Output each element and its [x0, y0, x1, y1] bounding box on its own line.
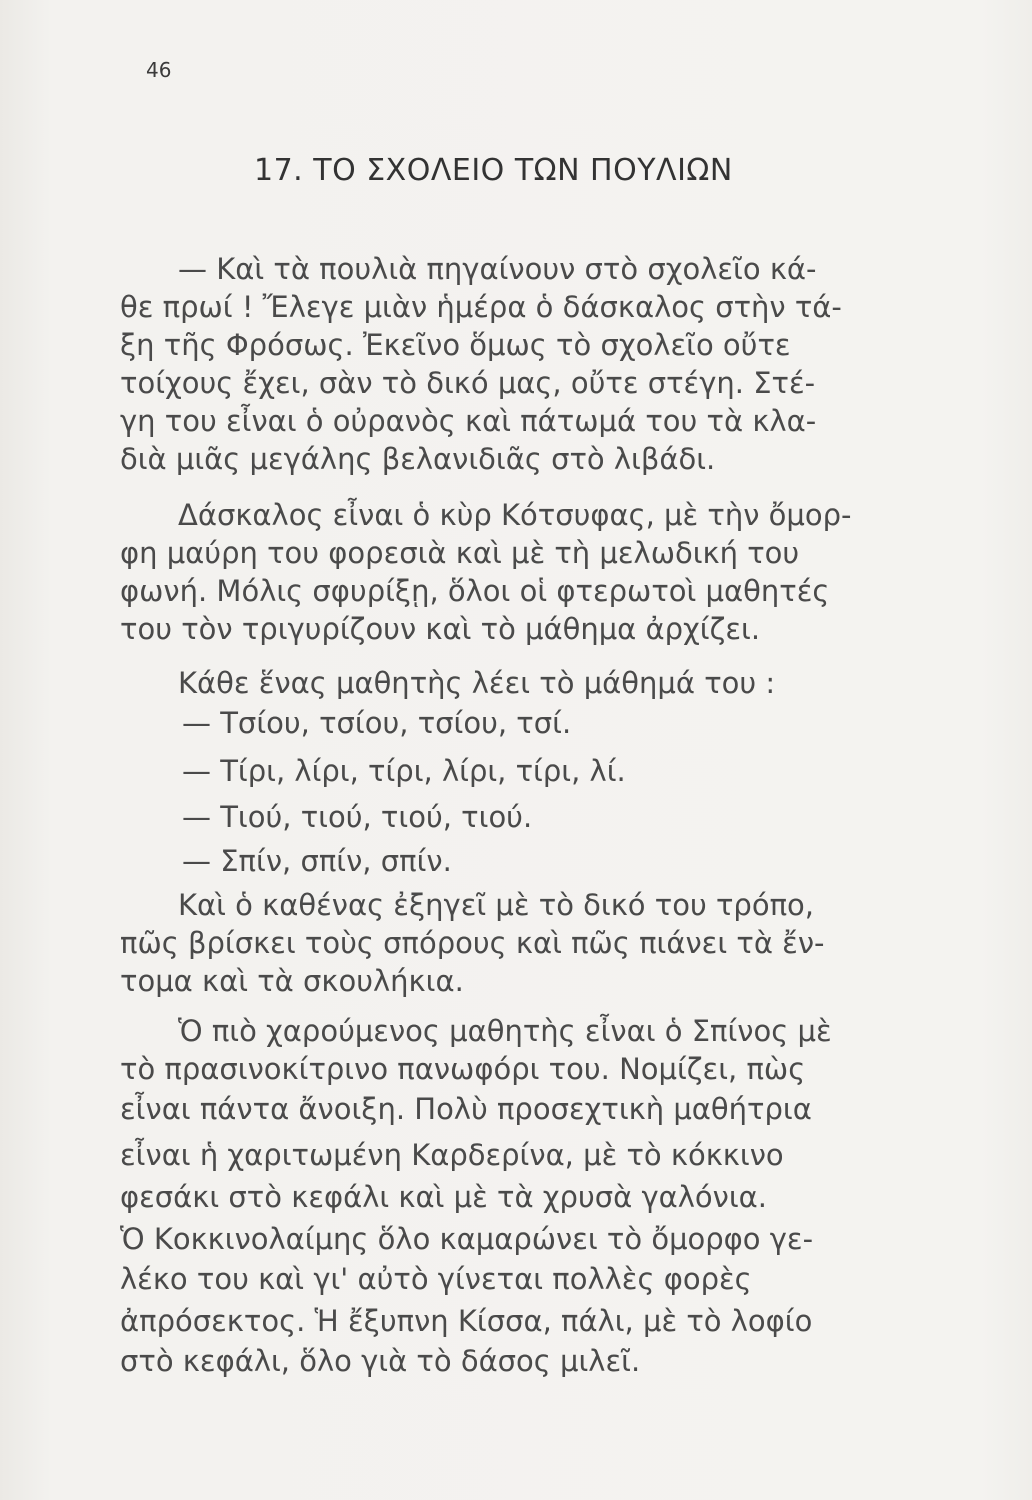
text-line: τομα καὶ τὰ σκουλήκια. — [120, 964, 464, 998]
text-line: τὸ πρασινοκίτρινο πανωφόρι του. Νομίζει, πὼς — [120, 1052, 806, 1086]
text-line: — Σπίν, σπίν, σπίν. — [182, 844, 452, 878]
text-line: Ὁ Κοκκινολαίμης ὅλο καμαρώνει τὸ ὄμορφο γε- — [120, 1222, 814, 1256]
text-line: — Τίρι, λίρι, τίρι, λίρι, τίρι, λί. — [182, 754, 626, 788]
text-line: διὰ μιᾶς μεγάλης βελανιδιᾶς στὸ λιβάδι. — [120, 442, 716, 476]
text-line: Κάθε ἕνας μαθητὴς λέει τὸ μάθημά του : — [178, 666, 776, 700]
text-line: τοίχους ἔχει, σὰν τὸ δικό μας, οὔτε στέγη. Στέ- — [120, 366, 816, 400]
text-line: φωνή. Μόλις σφυρίξῃ, ὅλοι οἱ φτερωτοὶ μαθητές — [120, 574, 830, 608]
text-line: εἶναι ἡ χαριτωμένη Καρδερίνα, μὲ τὸ κόκκινο — [120, 1138, 784, 1172]
text-line: ξη τῆς Φρόσως. Ἐκεῖνο ὅμως τὸ σχολεῖο οὔτε — [120, 328, 791, 362]
text-line: Δάσκαλος εἶναι ὁ κὺρ Κότσυφας, μὲ τὴν ὄμορ- — [178, 498, 852, 532]
text-line: του τὸν τριγυρίζουν καὶ τὸ μάθημα ἀρχίζει. — [120, 612, 761, 646]
text-line: εἶναι πάντα ἄνοιξη. Πολὺ προσεχτικὴ μαθήτρια — [120, 1092, 812, 1126]
text-line: Καὶ ὁ καθένας ἐξηγεῖ μὲ τὸ δικό του τρόπο, — [178, 888, 815, 922]
text-line: — Τσίου, τσίου, τσίου, τσί. — [182, 706, 572, 740]
text-line: ἀπρόσεκτος. Ἡ ἔξυπνη Κίσσα, πάλι, μὲ τὸ λοφίο — [120, 1304, 813, 1338]
text-line: πῶς βρίσκει τοὺς σπόρους καὶ πῶς πιάνει τὰ ἔν- — [120, 926, 825, 960]
text-line: — Τιού, τιού, τιού, τιού. — [182, 800, 533, 834]
text-line: γη του εἶναι ὁ οὐρανὸς καὶ πάτωμά του τὰ κλα- — [120, 404, 817, 438]
text-line: στὸ κεφάλι, ὅλο γιὰ τὸ δάσος μιλεῖ. — [120, 1344, 641, 1378]
text-line: Ὁ πιὸ χαρούμενος μαθητὴς εἶναι ὁ Σπίνος μὲ — [178, 1014, 832, 1048]
text-line: φεσάκι στὸ κεφάλι καὶ μὲ τὰ χρυσὰ γαλόνια. — [120, 1180, 767, 1214]
text-line: φη μαύρη του φορεσιὰ καὶ μὲ τὴ μελωδική του — [120, 536, 800, 570]
chapter-title: 17. ΤΟ ΣΧΟΛΕΙΟ ΤΩΝ ΠΟΥΛΙΩΝ — [254, 153, 733, 188]
page-number: 46 — [146, 58, 172, 82]
text-line: — Καὶ τὰ πουλιὰ πηγαίνουν στὸ σχολεῖο κά- — [178, 252, 817, 286]
text-line: θε πρωί ! Ἔλεγε μιὰν ἡμέρα ὁ δάσκαλος στὴν τά- — [120, 290, 842, 324]
text-line: λέκο του καὶ γι' αὐτὸ γίνεται πολλὲς φορὲς — [120, 1262, 752, 1296]
